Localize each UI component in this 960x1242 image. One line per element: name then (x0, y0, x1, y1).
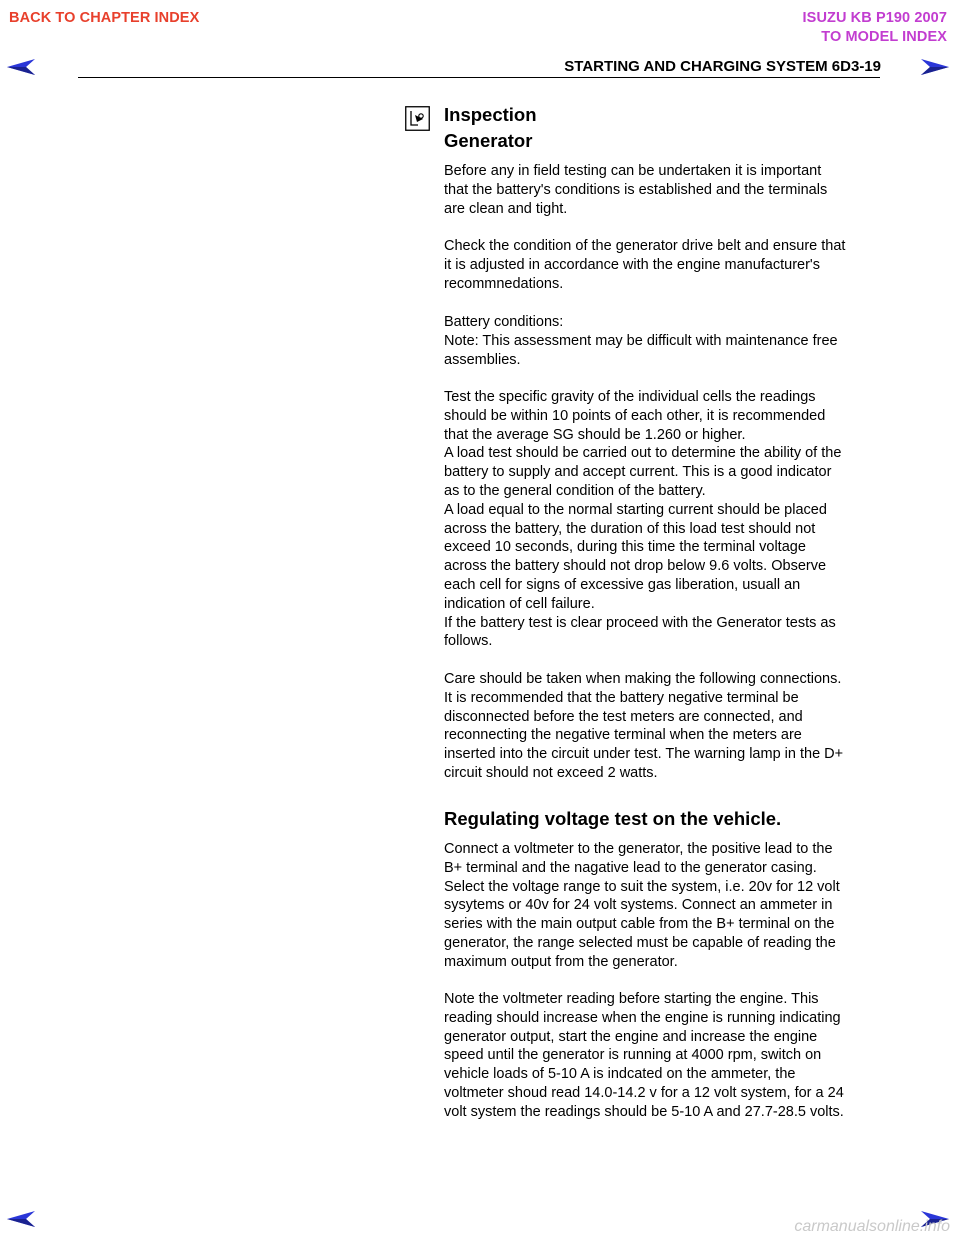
paragraph-voltmeter-connection: Connect a voltmeter to the generator, the positive lead to the B+ terminal and the nagative lead to the generator casing. Select the voltage range to suit the system, i.e. 20v for 12 volt sysytems or 40v for 24 volt systems. Connect an ammeter in series with the main output cable from the B+ terminal on the generator, the range selected must be capable of reading the maximum output from the generator. (444, 841, 840, 970)
watermark-text: carmanualsonline.info (794, 1218, 950, 1235)
arrow-right-icon[interactable] (920, 58, 950, 76)
arrow-left-icon[interactable] (6, 1210, 36, 1228)
inspection-tool-icon (405, 106, 430, 131)
paragraph-drive-belt: Check the condition of the generator drive belt and ensure that it is adjusted in accordance with the engine manufacturer's recommnedations. (444, 238, 846, 292)
paragraph-battery-note: Battery conditions: Note: This assessment may be difficult with maintenance free assemblies. (444, 314, 838, 368)
paragraph-battery-condition: Before any in field testing can be undertaken it is important that the battery's conditions is established and the terminals are clean and tight. (444, 163, 828, 217)
paragraph-voltmeter-reading: Note the voltmeter reading before starting the engine. This reading should increase when the engine is running indicating generator output, start the engine and increase the engine speed until the generator is running at 4000 rpm, switch on vehicle loads of 5-10 A is indcated on the ammeter, the voltmeter shoud read 14.0-14.2 v for a 12 volt system, for a 24 volt system the readings should be 5-10 A and 27.7-28.5 volts. (444, 991, 844, 1120)
page-header-title: STARTING AND CHARGING SYSTEM 6D3-19 (564, 58, 881, 75)
arrow-left-icon[interactable] (6, 58, 36, 76)
section-subheading: Generator (444, 130, 533, 151)
back-to-chapter-index-link[interactable]: BACK TO CHAPTER INDEX (9, 10, 200, 26)
paragraph-specific-gravity: Test the specific gravity of the individual cells the readings should be within 10 points of each other, it is recommended that the average SG should be 1.260 or higher. A load test should be carried out to determine the ability of the battery to supply and accept current. This is a good indicator as to the general condition of the battery. A load equal to the normal starting current should be placed across the battery, the duration of this load test should not exceed 10 seconds, during this time the terminal voltage across the battery should not drop below 9.6 volts. Observe each cell for signs of excessive gas liberation, usuall an indication of cell failure. If the battery test is clear proceed with the Generator tests as follows. (444, 389, 842, 650)
header-divider (78, 77, 880, 78)
regulating-voltage-heading: Regulating voltage test on the vehicle. (444, 808, 782, 829)
paragraph-connections-caution: Care should be taken when making the following connections. It is recommended that the battery negative terminal be disconnected before the test meters are connected, and reconnecting the negative terminal when the meters are inserted into the circuit under test. The warning lamp in the D+ circuit should not exceed 2 watts. (444, 671, 844, 781)
model-title-link[interactable]: ISUZU KB P190 2007 (802, 10, 947, 26)
section-heading: Inspection (444, 104, 537, 125)
to-model-index-link[interactable]: TO MODEL INDEX (821, 29, 947, 45)
